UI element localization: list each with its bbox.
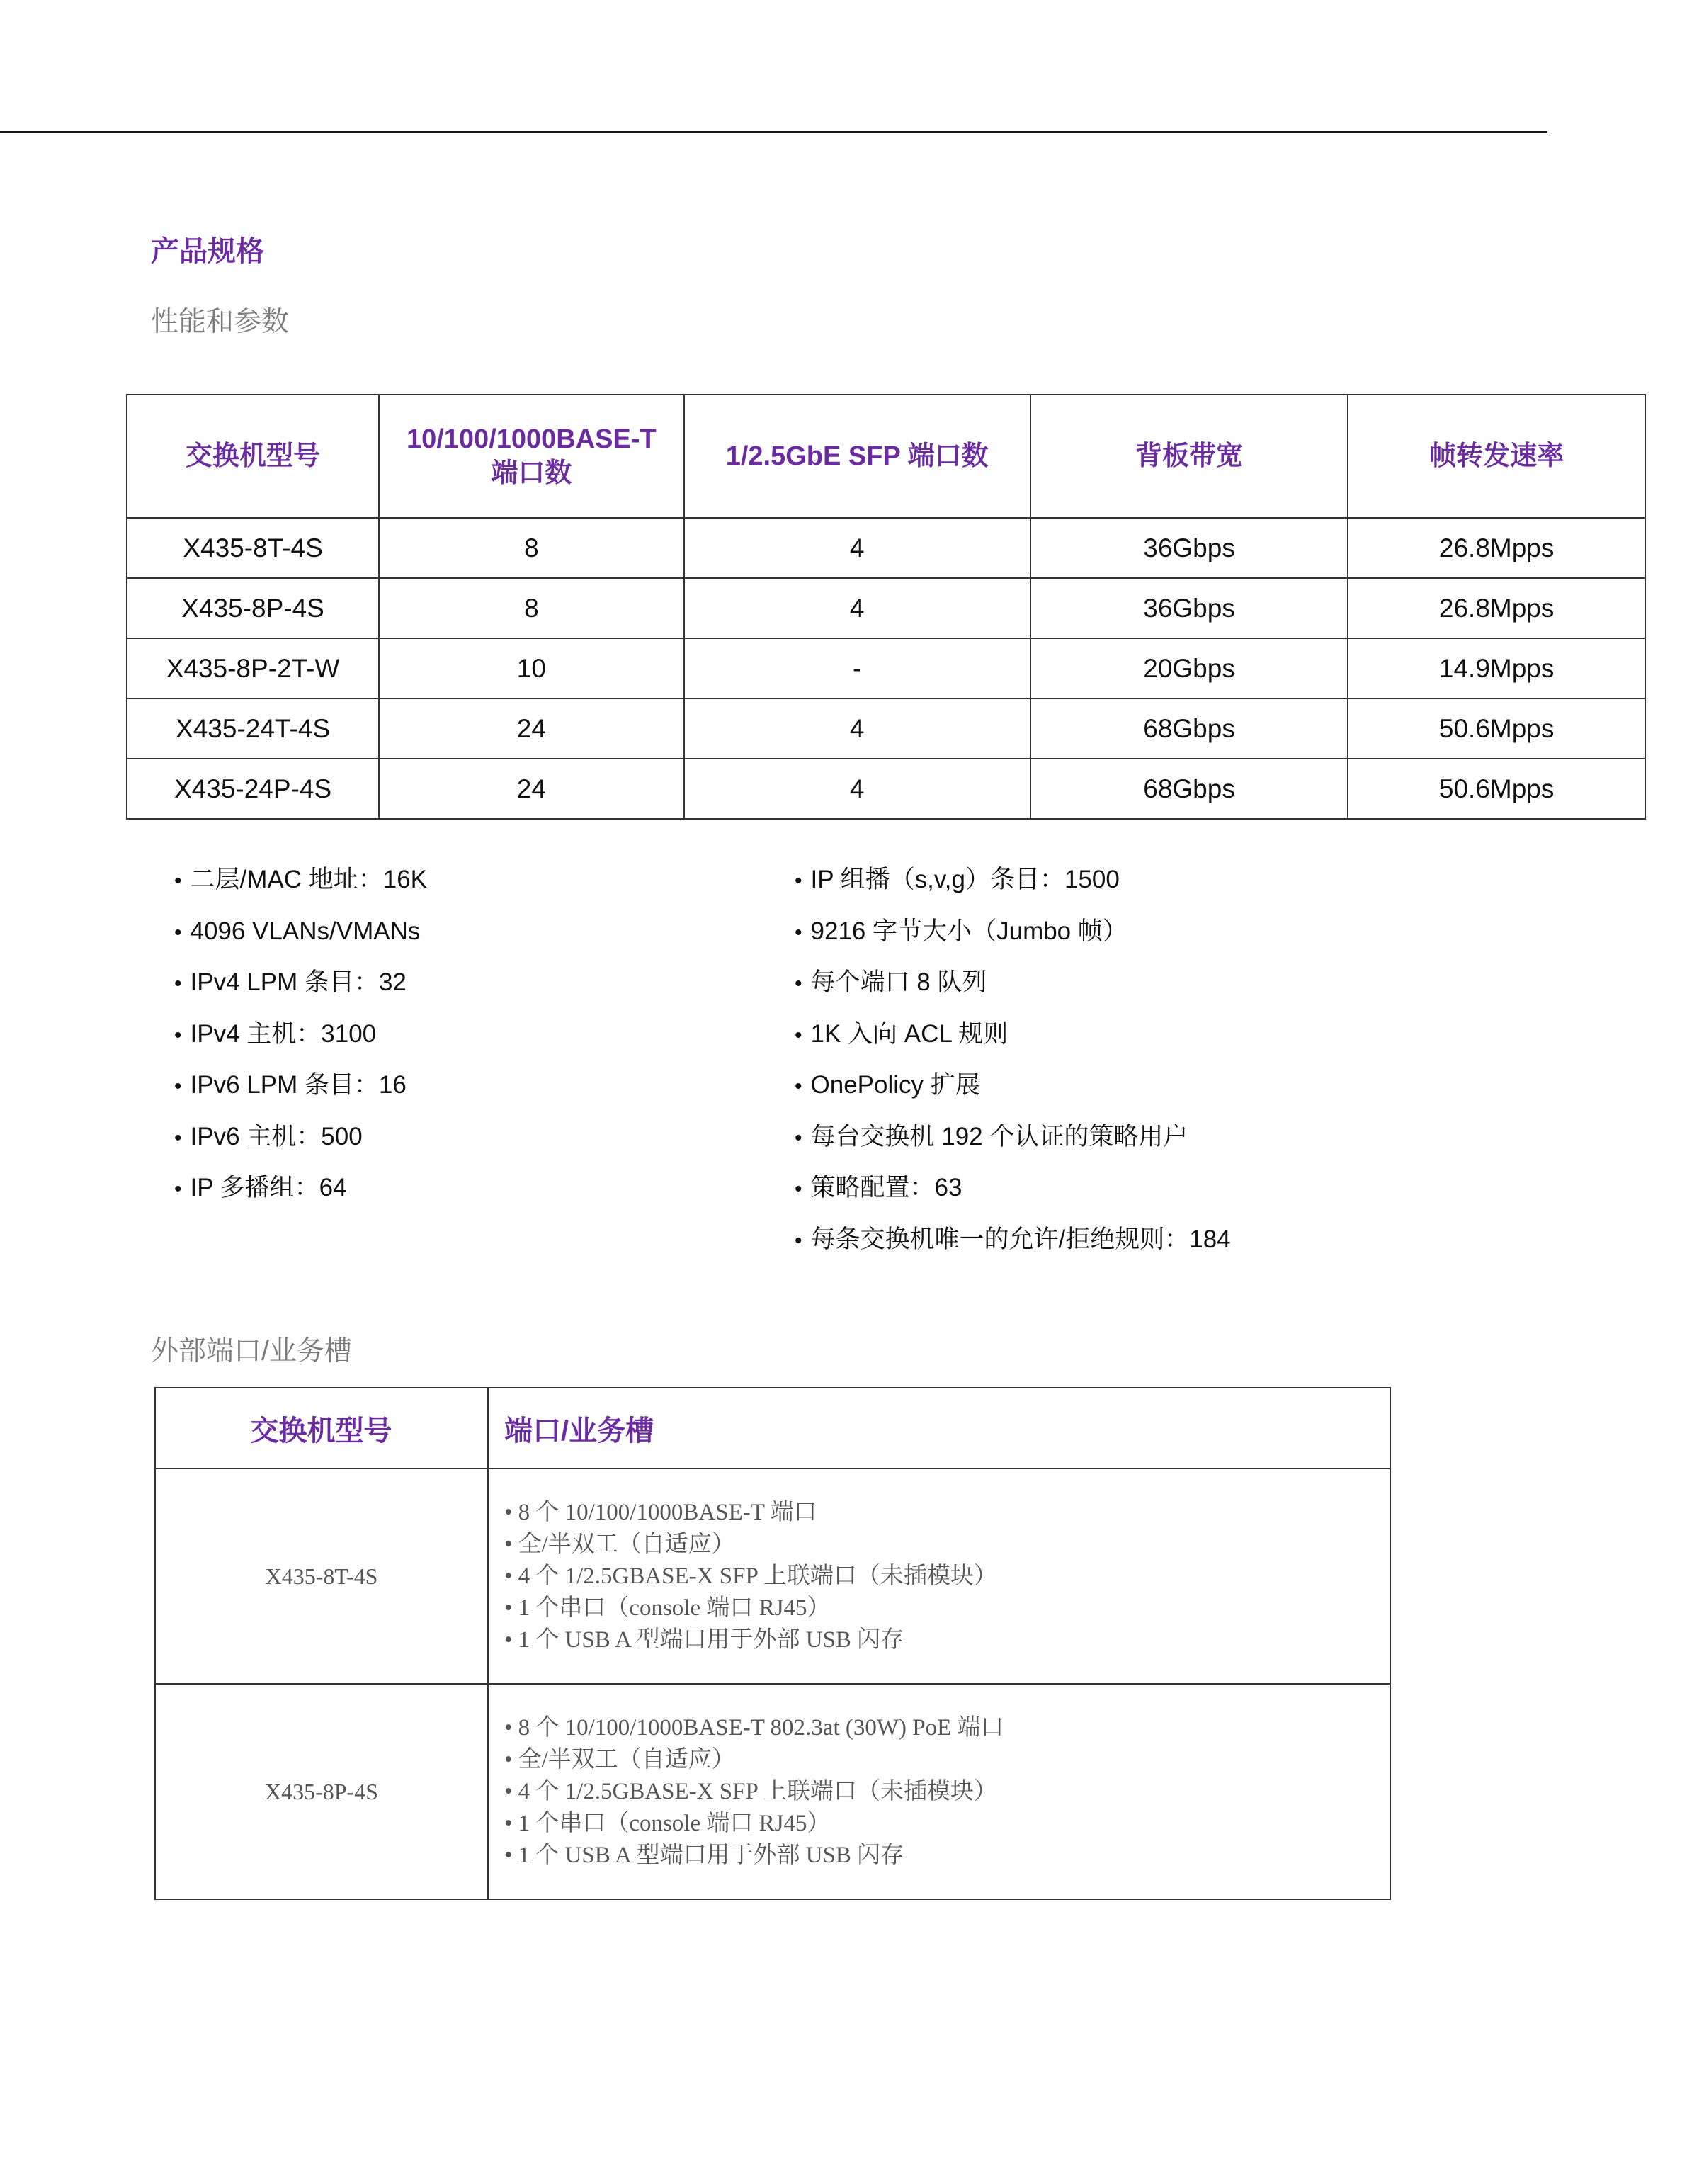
cell-model: X435-8P-2T-W [127, 638, 379, 698]
cell-forwarding-rate: 26.8Mpps [1348, 578, 1645, 638]
header-backplane: 背板带宽 [1030, 395, 1348, 518]
table-row [127, 759, 1645, 819]
cell-model: X435-8P-4S [155, 1684, 488, 1899]
list-item: • 9216 字节大小（Jumbo 帧） [795, 906, 1231, 958]
list-item: • 每个端口 8 队列 [795, 957, 1231, 1009]
list-item: • IPv4 LPM 条目：32 [174, 957, 427, 1009]
list-item: • IPv6 主机：500 [174, 1111, 427, 1163]
list-item: • IP 组播（s,v,g）条目：1500 [795, 854, 1231, 906]
list-item: • 全/半双工（自适应） [504, 1744, 1389, 1776]
header-model: 交换机型号 [155, 1388, 488, 1469]
list-item: • 8 个 10/100/1000BASE-T 端口 [504, 1497, 1389, 1529]
cell-sfp-ports: 4 [684, 578, 1030, 638]
cell-model: X435-8P-4S [127, 578, 379, 638]
header-ports: 端口/业务槽 [488, 1388, 1390, 1469]
subsection-performance: 性能和参数 [151, 307, 290, 337]
header-model: 交换机型号 [127, 395, 379, 518]
list-item: • 4096 VLANs/VMANs [174, 906, 427, 958]
ports-table [154, 1387, 1391, 1900]
cell-model: X435-24P-4S [127, 759, 379, 819]
list-item: • 二层/MAC 地址：16K [174, 854, 427, 906]
cell-sfp-ports: 4 [684, 518, 1030, 578]
cell-forwarding-rate: 50.6Mpps [1348, 698, 1645, 759]
table-row [155, 1684, 1390, 1899]
cell-forwarding-rate: 50.6Mpps [1348, 759, 1645, 819]
list-item: • OnePolicy 扩展 [795, 1060, 1231, 1111]
spec-table-header [127, 395, 1645, 518]
header-forwarding-rate: 帧转发速率 [1348, 395, 1645, 518]
spec-table [126, 394, 1646, 820]
list-item: • 1 个串口（console 端口 RJ45） [504, 1808, 1389, 1840]
list-item: • 4 个 1/2.5GBASE-X SFP 上联端口（未插模块） [504, 1561, 1389, 1592]
cell-backplane: 20Gbps [1030, 638, 1348, 698]
list-item: • 1 个串口（console 端口 RJ45） [504, 1592, 1389, 1624]
cell-sfp-ports: 4 [684, 759, 1030, 819]
cell-ports [488, 1684, 1390, 1899]
cell-model: X435-8T-4S [155, 1469, 488, 1684]
list-item: • 4 个 1/2.5GBASE-X SFP 上联端口（未插模块） [504, 1776, 1389, 1808]
cell-copper-ports: 24 [379, 698, 683, 759]
cell-backplane: 68Gbps [1030, 759, 1348, 819]
cell-copper-ports: 8 [379, 578, 683, 638]
cell-ports [488, 1469, 1390, 1684]
list-item: • 策略配置：63 [795, 1162, 1231, 1214]
list-item: • IP 多播组：64 [174, 1162, 427, 1214]
list-item: • 全/半双工（自适应） [504, 1529, 1389, 1561]
list-item: • IPv6 LPM 条目：16 [174, 1060, 427, 1111]
table-row [127, 638, 1645, 698]
table-row [155, 1469, 1390, 1684]
cell-sfp-ports: 4 [684, 698, 1030, 759]
bullet-list-right [795, 854, 1231, 1265]
cell-copper-ports: 8 [379, 518, 683, 578]
table-row [127, 518, 1645, 578]
cell-model: X435-8T-4S [127, 518, 379, 578]
list-item: • 1K 入向 ACL 规则 [795, 1009, 1231, 1060]
cell-backplane: 36Gbps [1030, 518, 1348, 578]
list-item: • IPv4 主机：3100 [174, 1009, 427, 1060]
table-row [127, 578, 1645, 638]
cell-backplane: 36Gbps [1030, 578, 1348, 638]
cell-backplane: 68Gbps [1030, 698, 1348, 759]
cell-sfp-ports: - [684, 638, 1030, 698]
subsection-ports: 外部端口/业务槽 [151, 1336, 352, 1367]
cell-forwarding-rate: 26.8Mpps [1348, 518, 1645, 578]
list-item: • 1 个 USB A 型端口用于外部 USB 闪存 [504, 1840, 1389, 1872]
ports-table-header [155, 1388, 1390, 1469]
list-item: • 1 个 USB A 型端口用于外部 USB 闪存 [504, 1624, 1389, 1656]
section-title: 产品规格 [151, 236, 264, 267]
header-rule [0, 131, 1547, 133]
header-copper-ports: 10/100/1000BASE-T 端口数 [379, 395, 683, 518]
cell-forwarding-rate: 14.9Mpps [1348, 638, 1645, 698]
cell-model: X435-24T-4S [127, 698, 379, 759]
bullet-list-left [174, 854, 427, 1214]
list-item: • 每条交换机唯一的允许/拒绝规则：184 [795, 1214, 1231, 1266]
header-sfp-ports: 1/2.5GbE SFP 端口数 [684, 395, 1030, 518]
list-item: • 每台交换机 192 个认证的策略用户 [795, 1111, 1231, 1163]
cell-copper-ports: 10 [379, 638, 683, 698]
table-row [127, 698, 1645, 759]
cell-copper-ports: 24 [379, 759, 683, 819]
list-item: • 8 个 10/100/1000BASE-T 802.3at (30W) PoE 端口 [504, 1712, 1389, 1744]
